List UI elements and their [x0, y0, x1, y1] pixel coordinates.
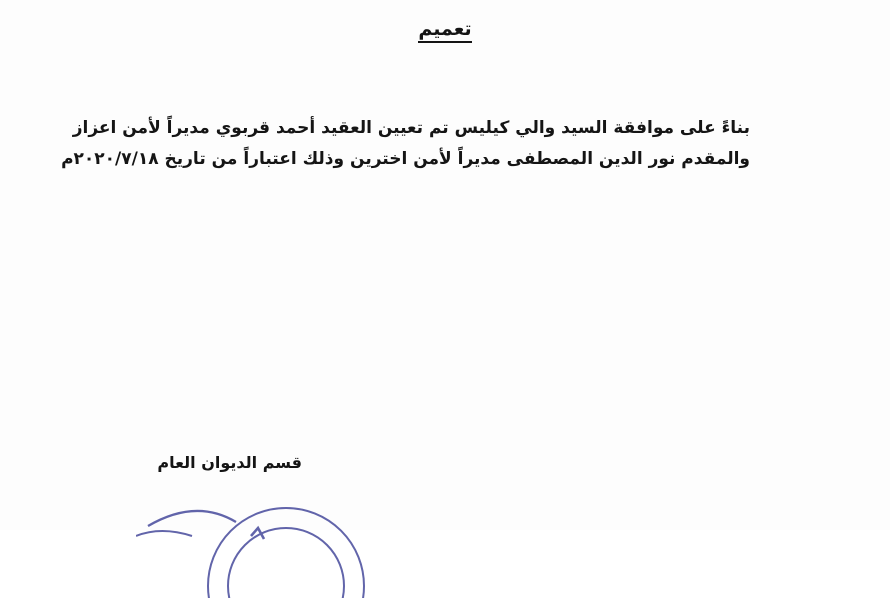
official-stamp — [136, 478, 376, 598]
signature-department: قسم الديوان العام — [157, 453, 302, 472]
body-line-2: والمقدم نور الدين المصطفى مديراً لأمن اخترين وذلك اعتباراً من تاريخ ٢٠٢٠/٧/١٨م — [61, 149, 750, 169]
body-line-1: بناءً على موافقة السيد والي كيليس تم تعيين العقيد أحمد قربوي مديراً لأمن اعزاز — [72, 118, 750, 138]
document-title — [0, 16, 890, 42]
announcement-body — [61, 113, 750, 175]
title-text: تعميم — [418, 18, 471, 43]
